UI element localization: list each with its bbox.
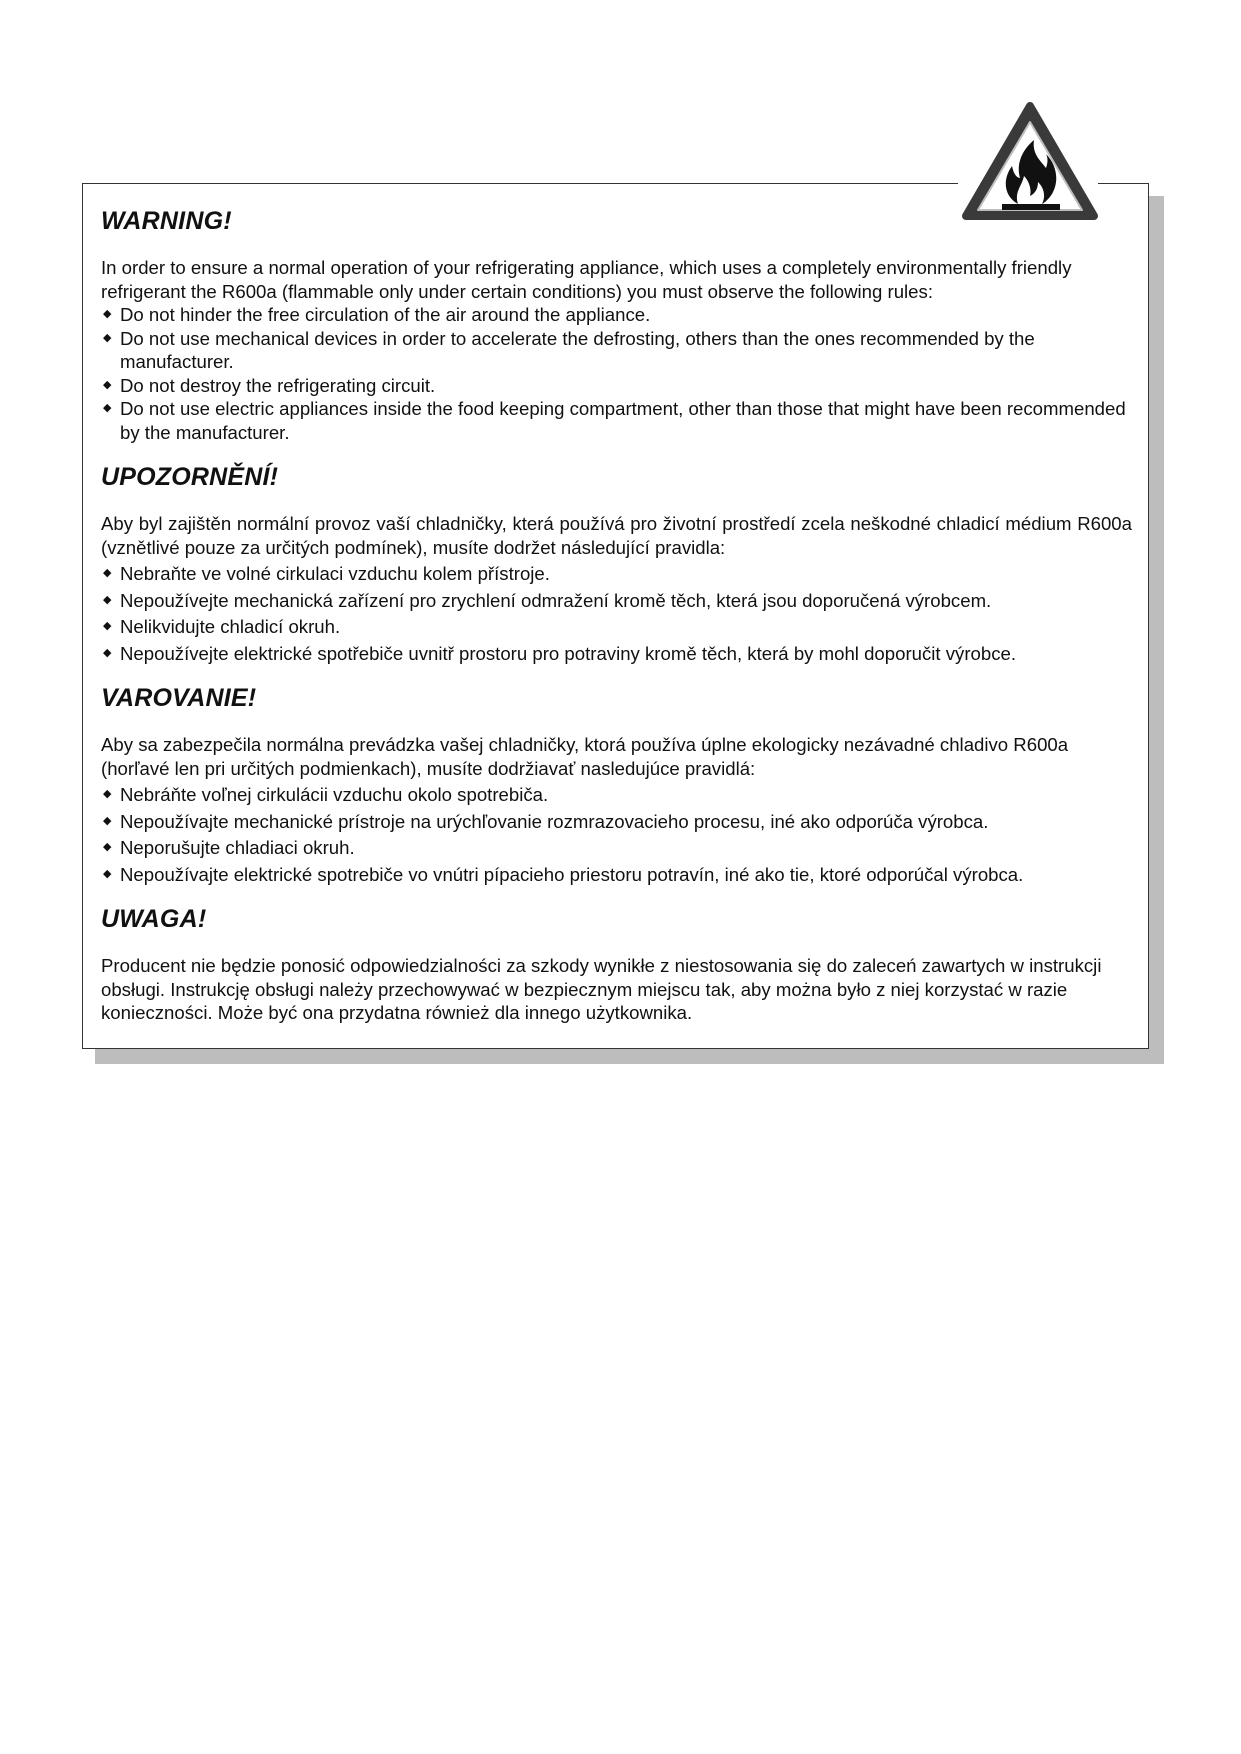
- diamond-bullet-icon: ◆: [103, 788, 112, 800]
- section-heading: UWAGA!: [101, 905, 207, 933]
- list-item: ◆ Nepoužívejte elektrické spotřebiče uvnitř prostoru pro potraviny kromě těch, která by mohl doporučit výrobce.: [103, 642, 1017, 664]
- list-item: ◆ Nebraňte ve volné cirkulaci vzduchu kolem přístroje.: [103, 563, 550, 584]
- flammable-warning-triangle-icon: [960, 100, 1100, 224]
- section-polish: [101, 904, 1132, 1025]
- list-item: ◆ Do not destroy the refrigerating circuit.: [103, 374, 436, 396]
- diamond-bullet-icon: ◆: [103, 646, 112, 659]
- diamond-bullet-icon: ◆: [103, 593, 112, 606]
- section-heading: VAROVANIE!: [101, 684, 257, 712]
- list-item: ◆ Nepoužívejte mechanická zařízení pro zrychlení odmražení kromě těch, která jsou doporučená výrobcem.: [103, 589, 992, 611]
- diamond-bullet-icon: ◆: [103, 620, 112, 632]
- section-intro: Producent nie będzie ponosić odpowiedzialności za szkody wynikłe z niestosowania się do zaleceń zawartych w instrukcji obsługi. Instrukcję obsługi należy przechowywać w bezpiecznym miejscu tak, aby można było z niej korzystać w razie konieczności. Może być ona przydatna również dla innego użytkownika.: [101, 955, 1102, 1023]
- section-slovak: [101, 683, 1132, 886]
- list-item: ◆ Nebráňte voľnej cirkulácii vzduchu okolo spotrebiča.: [103, 784, 549, 805]
- section-intro: In order to ensure a normal operation of your refrigerating appliance, which uses a completely environmentally friendly refrigerant the R600a (flammable only under certain conditions) you must observe the following rules:: [101, 257, 1072, 302]
- section-intro: Aby byl zajištěn normální provoz vaší chladničky, která používá pro životní prostředí zcela neškodné chladicí médium R600a (vznětlivé pouze za určitých podmínek), musíte dodržet následující pravidla:: [101, 513, 1132, 558]
- list-item: ◆ Neporušujte chladiaci okruh.: [103, 837, 355, 858]
- list-item: ◆ Do not use mechanical devices in order to accelerate the defrosting, others than the ones recommended by the manufacturer.: [103, 327, 1035, 372]
- diamond-bullet-icon: ◆: [103, 867, 112, 880]
- rules-list: [101, 783, 1132, 886]
- diamond-bullet-icon: ◆: [103, 331, 112, 344]
- diamond-bullet-icon: ◆: [103, 378, 112, 391]
- list-item: ◆ Nepoužívajte mechanické prístroje na urýchľovanie rozmrazovacieho procesu, iné ako odporúča výrobca.: [103, 810, 989, 832]
- list-item: ◆ Nelikvidujte chladicí okruh.: [103, 616, 341, 637]
- list-item: ◆ Do not hinder the free circulation of the air around the appliance.: [103, 304, 651, 325]
- warning-box: [82, 183, 1149, 1049]
- diamond-bullet-icon: ◆: [103, 567, 112, 579]
- section-intro: Aby sa zabezpečila normálna prevádzka vašej chladničky, ktorá používa úplne ekologicky nezávadné chladivo R600a (horľavé len pri určitých podmienkach), musíte dodržiavať nasledujúce pravidlá:: [101, 734, 1069, 779]
- list-item: ◆ Nepoužívajte elektrické spotrebiče vo vnútri pípacieho priestoru potravín, iné ako tie, ktoré odporúčal výrobca.: [103, 863, 1024, 885]
- diamond-bullet-icon: ◆: [103, 308, 112, 320]
- diamond-bullet-icon: ◆: [103, 402, 112, 414]
- diamond-bullet-icon: ◆: [103, 814, 112, 827]
- list-item: ◆ Do not use electric appliances inside the food keeping compartment, other than those that might have been recommended by the manufacturer.: [103, 398, 1126, 443]
- section-heading: WARNING!: [101, 207, 232, 235]
- section-heading: UPOZORNĚNÍ!: [101, 463, 279, 491]
- diamond-bullet-icon: ◆: [103, 841, 112, 853]
- section-czech: [101, 462, 1132, 665]
- section-english: [101, 206, 1132, 444]
- rules-list: [101, 562, 1132, 665]
- rules-list: [101, 303, 1132, 444]
